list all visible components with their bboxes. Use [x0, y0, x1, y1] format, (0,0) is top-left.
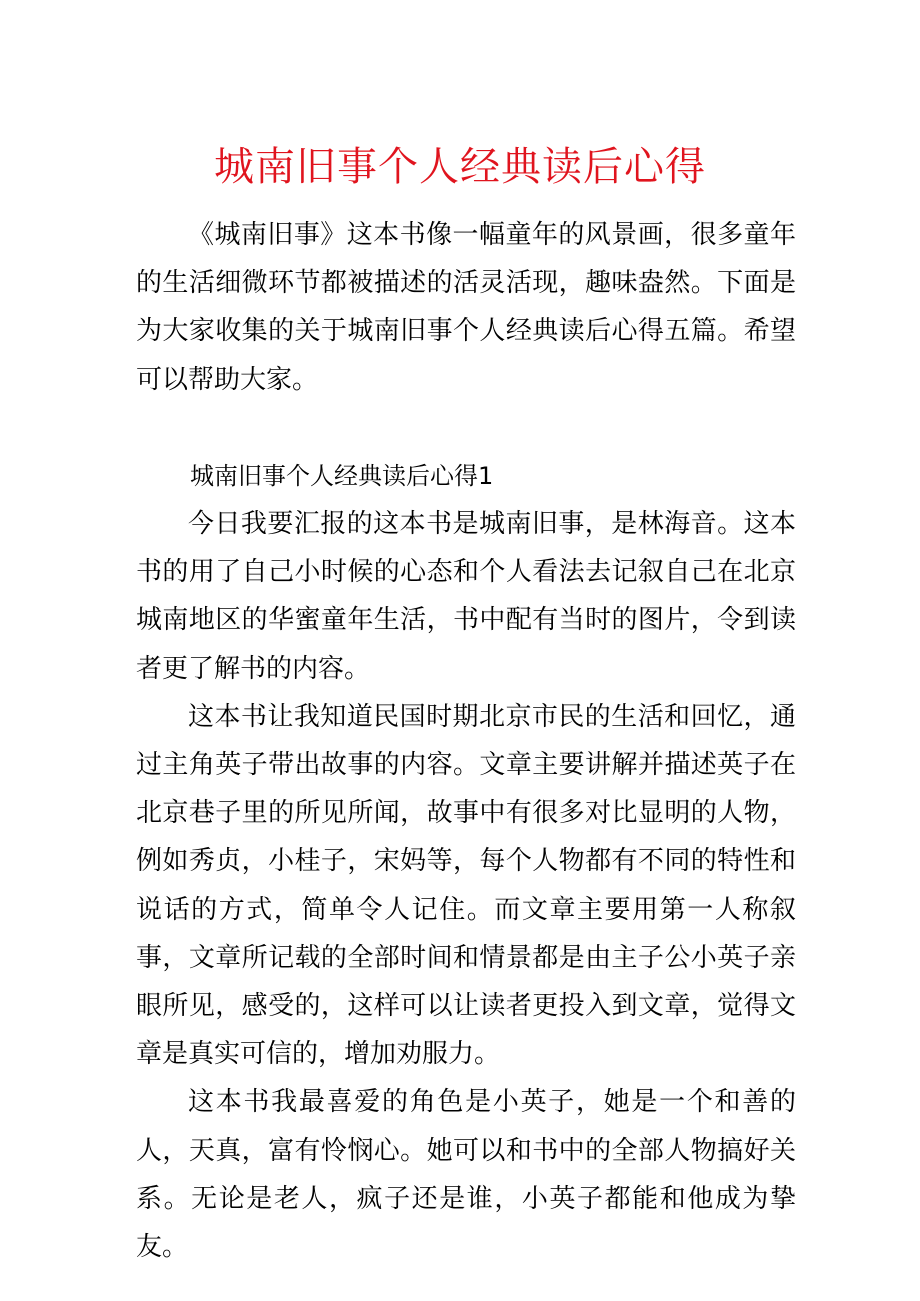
intro-paragraph: 《城南旧事》这本书像一幅童年的风景画，很多童年的生活细微环节都被描述的活灵活现，趣味盎然。下面是为大家收集的关于城南旧事个人经典读后心得五篇。希望可以帮助大家。 — [136, 220, 796, 395]
body-paragraph: 这本书让我知道民国时期北京市民的生活和回忆，通过主角英子带出故事的内容。文章主要讲解并描述英子在北京巷子里的所见所闻，故事中有很多对比显明的人物，例如秀贞，小桂子，宋妈等，每个人物都有不同的特性和说话的方式，简单令人记住。而文章主要用第一人称叙事，文章所记载的全部时间和情景都是由主子公小英子亲眼所见，感受的，这样可以让读者更投入到文章，觉得文章是真实可信的，增加劝服力。 — [136, 701, 796, 1070]
body-paragraph: 今日我要汇报的这本书是城南旧事，是林海音。这本书的用了自己小时候的心态和个人看法去记叙自己在北京城南地区的华蜜童年生活，书中配有当时的图片，令到读者更了解书的内容。 — [136, 509, 796, 684]
body-paragraph: 这本书我最喜爱的角色是小英子，她是一个和善的人，天真，富有怜悯心。她可以和书中的全部人物搞好关系。无论是老人，疯子还是谁，小英子都能和他成为挚友。 — [136, 1087, 796, 1263]
section-heading: 城南旧事个人经典读后心得1 — [190, 461, 494, 490]
paragraph-spacer — [136, 404, 796, 452]
document-title: 城南旧事个人经典读后心得 — [214, 144, 706, 190]
document-body — [136, 211, 796, 1271]
